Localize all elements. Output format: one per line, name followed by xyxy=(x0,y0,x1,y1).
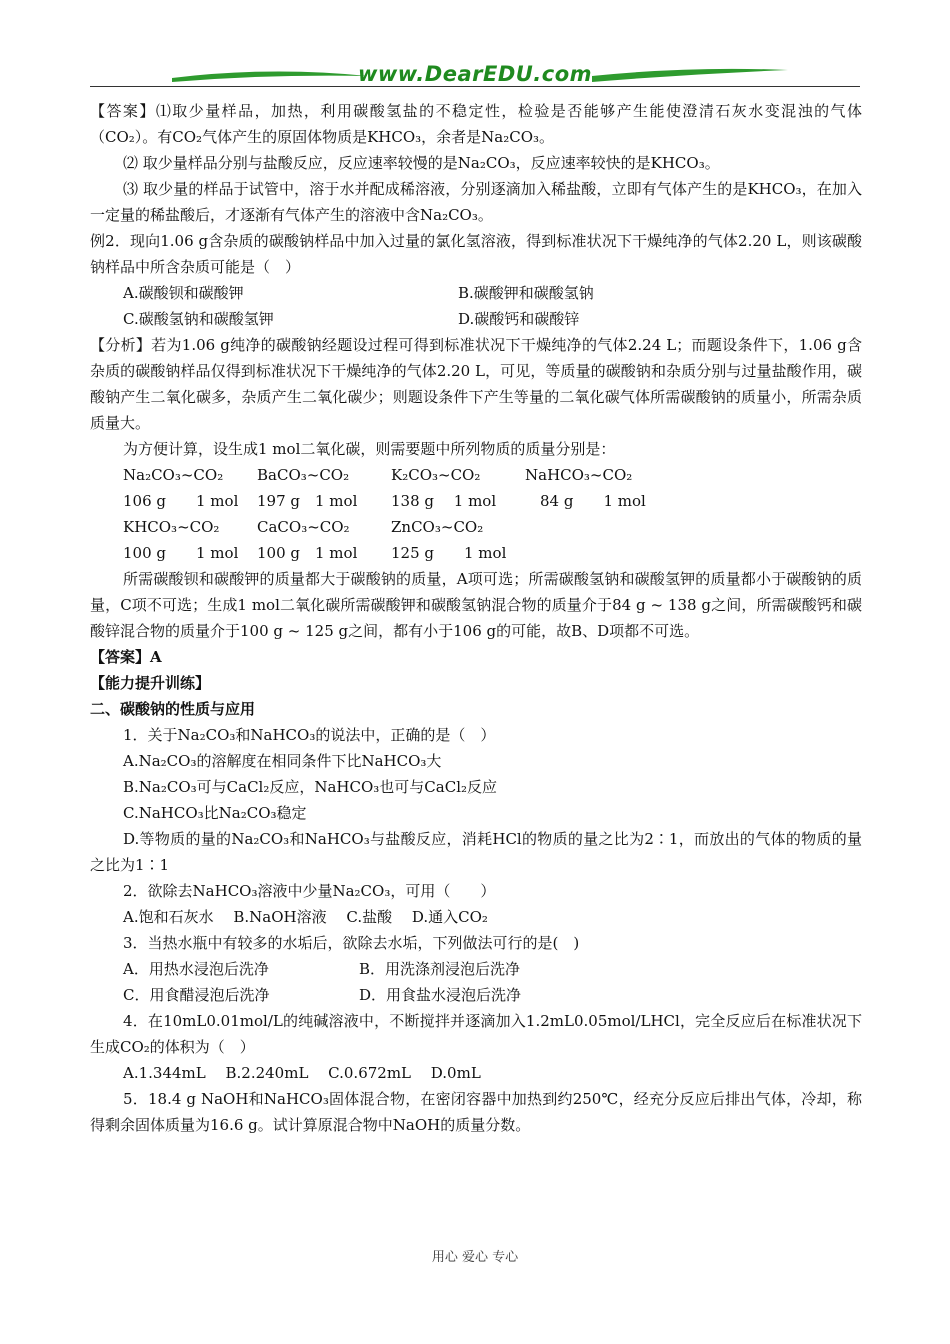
calc-cell: NaHCO₃~CO₂ xyxy=(525,466,633,484)
document-body xyxy=(90,98,862,1138)
question1-option-a: A.Na₂CO₃的溶解度在相同条件下比NaHCO₃大 xyxy=(123,752,442,770)
question2: 2．欲除去NaHCO₃溶液中少量Na₂CO₃，可用（ ） xyxy=(123,882,496,900)
example2-option-c: C.碳酸氢钠和碳酸氢钾 xyxy=(123,310,274,328)
calc-cell: BaCO₃~CO₂ xyxy=(257,466,350,484)
calc-table-row xyxy=(90,540,862,566)
question1: 1．关于Na₂CO₃和NaHCO₃的说法中，正确的是（ ） xyxy=(123,726,496,744)
page-header xyxy=(90,60,860,90)
calc-cell: 197 g 1 mol xyxy=(257,492,358,510)
answer1-step2: ⑵ 取少量样品分别与盐酸反应，反应速率较慢的是Na₂CO₃，反应速率较快的是KHCO₃。 xyxy=(123,154,720,172)
calc-cell: 84 g 1 mol xyxy=(525,492,646,510)
calc-cell: 106 g 1 mol xyxy=(123,492,239,510)
answer2: 【答案】A xyxy=(90,648,162,666)
calc-cell: 138 g 1 mol xyxy=(391,492,497,510)
question3-options-row xyxy=(90,982,862,1008)
calc-table-row xyxy=(90,514,862,540)
header-rule xyxy=(90,86,860,87)
header-site-logo: www.DearEDU.com xyxy=(357,62,593,86)
example2-question: 例2．现向1.06 g含杂质的碳酸钠样品中加入过量的氯化氢溶液，得到标准状况下干燥纯净的气体2.20 L，则该碳酸钠样品中所含杂质可能是（ ） xyxy=(90,232,862,276)
example2-option-d: D.碳酸钙和碳酸锌 xyxy=(458,310,580,328)
question1-option-d: D.等物质的量的Na₂CO₃和NaHCO₃与盐酸反应，消耗HCl的物质的量之比为2∶1，而放出的气体的物质的量之比为1∶1 xyxy=(90,830,862,874)
question4-options: A.1.344mL B.2.240mL C.0.672mL D.0mL xyxy=(123,1064,481,1082)
example2-options-row xyxy=(90,306,862,332)
question4: 4．在10mL0.01mol/L的纯碱溶液中，不断搅拌并逐滴加入1.2mL0.05mol/LHCl，完全反应后在标准状况下生成CO₂的体积为（ ） xyxy=(90,1012,862,1056)
calc-table-row xyxy=(90,462,862,488)
calc-cell: 100 g 1 mol xyxy=(257,544,358,562)
question1-option-b: B.Na₂CO₃可与CaCl₂反应，NaHCO₃也可与CaCl₂反应 xyxy=(123,778,498,796)
calc-cell: Na₂CO₃~CO₂ xyxy=(123,466,224,484)
calc-cell: 100 g 1 mol xyxy=(123,544,239,562)
training-heading: 【能力提升训练】 xyxy=(90,674,211,692)
question3-option-d: D．用食盐水浸泡后洗净 xyxy=(359,986,522,1004)
calc-cell: ZnCO₃~CO₂ xyxy=(391,518,484,536)
question3-option-a: A．用热水浸泡后洗净 xyxy=(123,960,269,978)
question3-option-c: C．用食醋浸泡后洗净 xyxy=(123,986,270,1004)
question5: 5．18.4 g NaOH和NaHCO₃固体混合物，在密闭容器中加热到约250℃，经充分反应后排出气体，冷却，称得剩余固体质量为16.6 g。试计算原混合物中NaOH的质量分数。 xyxy=(90,1090,862,1134)
analysis-paragraph: 【分析】若为1.06 g纯净的碳酸钠经题设过程可得到标准状况下干燥纯净的气体2.24 L；而题设条件下，1.06 g含杂质的碳酸钠样品仅得到标准状况下干燥纯净的气体2.20 L，可见，等质量的碳酸钠和杂质分别与过量盐酸作用，碳酸钠产生二氧化碳多，杂质产生二氧化碳少；则题设条件下产生等量的二氧化碳气体所需碳酸钠的质量小，所需杂质质量大。 xyxy=(90,336,862,432)
calc-intro: 为方便计算，设生成1 mol二氧化碳，则需要题中所列物质的质量分别是： xyxy=(123,440,616,458)
calc-cell: KHCO₃~CO₂ xyxy=(123,518,220,536)
question3: 3．当热水瓶中有较多的水垢后，欲除去水垢，下列做法可行的是( ) xyxy=(123,934,580,952)
calc-table-row xyxy=(90,488,862,514)
calc-cell: K₂CO₃~CO₂ xyxy=(391,466,481,484)
question2-options: A.饱和石灰水 B.NaOH溶液 C.盐酸 D.通入CO₂ xyxy=(123,908,488,926)
example2-options-row xyxy=(90,280,862,306)
question3-options-row xyxy=(90,956,862,982)
calc-cell: 125 g 1 mol xyxy=(391,544,507,562)
conclusion-paragraph: 所需碳酸钡和碳酸钾的质量都大于碳酸钠的质量，A项可选；所需碳酸氢钠和碳酸氢钾的质量都小于碳酸钠的质量，C项不可选；生成1 mol二氧化碳所需碳酸钾和碳酸氢钠混合物的质量介于84 g ~ 138 g之间，所需碳酸钙和碳酸锌混合物的质量介于100 g ~ 125 g之间，都有小于106 g的可能，故B、D项都不可选。 xyxy=(90,570,862,640)
question1-option-c: C.NaHCO₃比Na₂CO₃稳定 xyxy=(123,804,307,822)
example2-option-b: B.碳酸钾和碳酸氢钠 xyxy=(458,284,594,302)
question3-option-b: B．用洗涤剂浸泡后洗净 xyxy=(359,960,521,978)
answer1-paragraph: 【答案】⑴取少量样品，加热，利用碳酸氢盐的不稳定性，检验是否能够产生能使澄清石灰水变混浊的气体（CO₂）。有CO₂气体产生的原固体物质是KHCO₃，余者是Na₂CO₃。 xyxy=(90,102,862,146)
calc-cell: CaCO₃~CO₂ xyxy=(257,518,350,536)
example2-option-a: A.碳酸钡和碳酸钾 xyxy=(123,284,244,302)
page-footer: 用心 爱心 专心 xyxy=(431,1250,519,1265)
section-heading: 二、碳酸钠的性质与应用 xyxy=(90,700,256,718)
answer1-step3: ⑶ 取少量的样品于试管中，溶于水并配成稀溶液，分别逐滴加入稀盐酸，立即有气体产生的是KHCO₃，在加入一定量的稀盐酸后，才逐渐有气体产生的溶液中含Na₂CO₃。 xyxy=(90,180,862,224)
